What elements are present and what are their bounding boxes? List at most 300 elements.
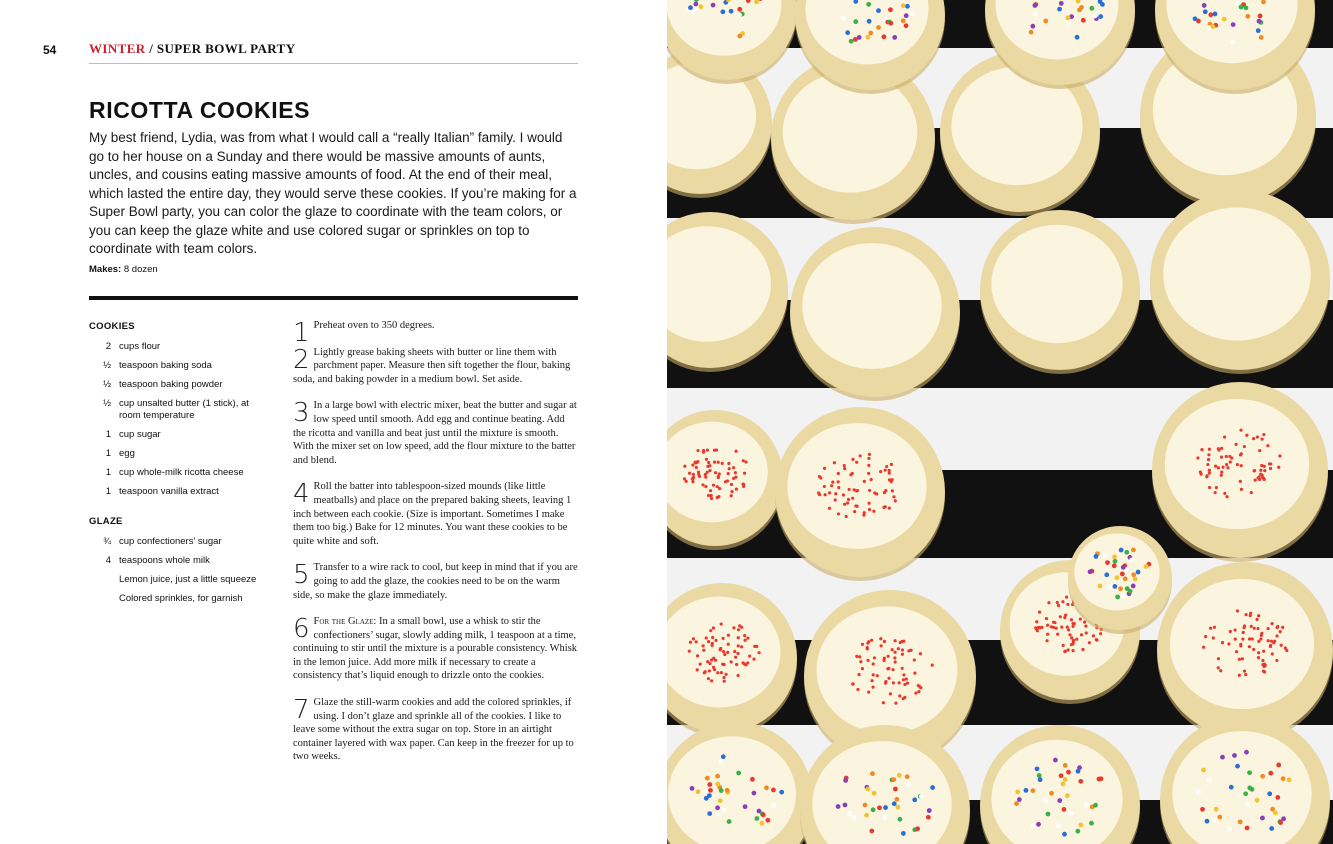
red-sugar-dot (1233, 628, 1236, 631)
sprinkle-dot (721, 754, 726, 759)
glaze-ingredient-row (89, 536, 279, 548)
sprinkle-dot (1081, 18, 1086, 23)
method-step (293, 480, 578, 548)
sprinkle-dot (707, 782, 712, 787)
sprinkle-dot (1100, 2, 1105, 7)
ingredient-quantity: ½ (103, 398, 111, 409)
red-sugar-dot (1217, 666, 1220, 669)
sprinkle-dot (1245, 826, 1250, 831)
red-sugar-dot (1271, 652, 1274, 655)
sprinkle-dot (754, 816, 759, 821)
sprinkle-dot (1115, 595, 1120, 600)
red-sugar-dot (709, 629, 712, 632)
red-sugar-dot (688, 650, 691, 653)
sprinkle-dot (863, 803, 868, 808)
red-sugar-dot (691, 463, 694, 466)
red-sugar-dot (1217, 657, 1220, 660)
ingredient-quantity: ½ (103, 379, 111, 390)
red-sugar-dot (1268, 462, 1271, 465)
method-steps (293, 319, 578, 777)
sprinkle-dot (888, 7, 893, 12)
cookies-ingredient-row (89, 429, 279, 441)
red-sugar-dot (891, 478, 894, 481)
red-sugar-dot (1238, 658, 1241, 661)
red-sugar-dot (1281, 626, 1284, 629)
cookies-ingredient-row (89, 398, 279, 422)
red-sugar-dot (735, 488, 738, 491)
sprinkle-dot (1136, 570, 1141, 575)
red-sugar-dot (707, 677, 710, 680)
red-sugar-dot (702, 649, 705, 652)
red-sugar-dot (1260, 632, 1263, 635)
red-sugar-dot (855, 461, 858, 464)
red-sugar-dot (1273, 640, 1276, 643)
red-sugar-dot (1202, 646, 1205, 649)
red-sugar-dot (1221, 466, 1224, 469)
sprinkle-dot (1119, 548, 1124, 553)
red-sugar-dot (1236, 463, 1239, 466)
red-sugar-dot (888, 478, 891, 481)
red-sugar-dot (752, 658, 755, 661)
red-sugar-dot (1242, 631, 1245, 634)
red-sugar-dot (1254, 479, 1257, 482)
red-sugar-dot (903, 696, 906, 699)
sprinkle-dot (1084, 802, 1089, 807)
sprinkle-dot (716, 812, 721, 817)
red-sugar-dot (696, 654, 699, 657)
ingredient-text: egg (119, 448, 135, 459)
red-sugar-dot (734, 471, 737, 474)
red-sugar-dot (834, 492, 837, 495)
red-sugar-dot (823, 467, 826, 470)
red-sugar-dot (889, 692, 892, 695)
recipe-title: RICOTTA COOKIES (89, 97, 311, 123)
sprinkle-dot (1098, 14, 1103, 19)
red-sugar-dot (721, 462, 724, 465)
sprinkle-dot (1065, 793, 1070, 798)
red-sugar-dot (868, 502, 871, 505)
red-sugar-dot (851, 472, 854, 475)
red-sugar-dot (1057, 604, 1060, 607)
sprinkle-dot (901, 831, 906, 836)
red-sugar-dot (714, 471, 717, 474)
sprinkle-dot (1017, 797, 1022, 802)
ingredient-text: teaspoon baking powder (119, 379, 223, 390)
running-head-separator: / (145, 41, 157, 56)
red-sugar-dot (1277, 466, 1280, 469)
red-sugar-dot (723, 680, 726, 683)
ingredient-quantity: 1 (105, 467, 111, 478)
red-sugar-dot (748, 655, 751, 658)
sprinkle-dot (910, 12, 915, 17)
red-sugar-dot (1092, 634, 1095, 637)
sprinkle-dot (882, 815, 887, 820)
red-sugar-dot (702, 449, 705, 452)
red-sugar-dot (919, 652, 922, 655)
red-sugar-dot (871, 686, 874, 689)
red-sugar-dot (884, 469, 887, 472)
red-sugar-dot (1269, 645, 1272, 648)
sprinkle-dot (1113, 584, 1118, 589)
step-number: 3 (293, 398, 310, 429)
sprinkle-dot (905, 774, 910, 779)
red-sugar-dot (708, 669, 711, 672)
sprinkle-dot (1093, 14, 1098, 19)
red-sugar-dot (1056, 601, 1059, 604)
red-sugar-dot (710, 497, 713, 500)
red-sugar-dot (861, 643, 864, 646)
red-sugar-dot (1276, 626, 1279, 629)
red-sugar-dot (856, 688, 859, 691)
sprinkle-dot (688, 5, 693, 10)
red-sugar-dot (708, 469, 711, 472)
red-sugar-dot (743, 472, 746, 475)
red-sugar-dot (737, 636, 740, 639)
red-sugar-dot (843, 464, 846, 467)
red-sugar-dot (1208, 472, 1211, 475)
method-step (293, 696, 578, 764)
red-sugar-dot (1263, 662, 1266, 665)
red-sugar-dot (1045, 639, 1048, 642)
header-divider (89, 63, 578, 64)
ingredient-quantity (89, 574, 119, 586)
red-sugar-dot (1084, 625, 1087, 628)
red-sugar-dot (743, 634, 746, 637)
red-sugar-dot (898, 694, 901, 697)
ingredient-text: Lemon juice, just a little squeeze (119, 574, 257, 585)
red-sugar-dot (847, 498, 850, 501)
red-sugar-dot (843, 503, 846, 506)
red-sugar-dot (866, 642, 869, 645)
sprinkle-dot (1144, 564, 1149, 569)
sprinkle-dot (715, 774, 720, 779)
red-sugar-dot (894, 702, 897, 705)
step-body: Glaze the still-warm cookies and add the colored sprinkles, if using. I don’t glaze and sprinkle all of the cookies. I like to leave some without the extra sugar on top. Store in an airtight container layered with wax paper. Can keep in the freezer for up to two weeks. (293, 697, 574, 763)
yield-label: Makes: (89, 264, 122, 275)
red-sugar-dot (1227, 642, 1230, 645)
red-sugar-dot (1250, 625, 1253, 628)
cookie-glaze (991, 225, 1122, 343)
sprinkle-dot (1075, 829, 1080, 834)
sprinkle-dot (760, 821, 765, 826)
red-sugar-dot (914, 692, 917, 695)
sprinkle-dot (1267, 791, 1272, 796)
glaze-ingredient-group (89, 516, 279, 605)
sprinkle-dot (707, 811, 712, 816)
red-sugar-dot (1220, 474, 1223, 477)
sprinkle-dot (876, 25, 881, 30)
step-body: Preheat oven to 350 degrees. (313, 320, 435, 331)
red-sugar-dot (1208, 469, 1211, 472)
sprinkle-dot (1273, 810, 1278, 815)
red-sugar-dot (1217, 447, 1220, 450)
sprinkle-dot (718, 759, 723, 764)
red-sugar-dot (689, 641, 692, 644)
red-sugar-dot (880, 644, 883, 647)
sprinkle-dot (1125, 586, 1130, 591)
step-body: Transfer to a wire rack to cool, but keep in mind that if you are going to add the glaze, the cookies need to be on the warm side, so make the glaze immediately. (293, 562, 578, 601)
red-sugar-dot (706, 471, 709, 474)
sprinkle-dot (1133, 577, 1138, 582)
sprinkle-dot (1030, 824, 1035, 829)
sprinkle-dot (1256, 28, 1261, 33)
red-sugar-dot (901, 653, 904, 656)
sprinkle-dot (1024, 788, 1029, 793)
sprinkle-dot (1015, 790, 1020, 795)
red-sugar-dot (1263, 469, 1266, 472)
sprinkle-dot (897, 773, 902, 778)
step-body: Lightly grease baking sheets with butter or line them with parchment paper. Measure then sift together the flour, baking soda, and baking powder in a medium bowl. Set aside. (293, 346, 571, 385)
sprinkle-dot (1113, 559, 1118, 564)
red-sugar-dot (834, 498, 837, 501)
red-sugar-dot (1052, 626, 1055, 629)
red-sugar-dot (1245, 434, 1248, 437)
red-sugar-dot (1252, 437, 1255, 440)
red-sugar-dot (884, 682, 887, 685)
red-sugar-dot (854, 504, 857, 507)
sprinkle-dot (1255, 798, 1260, 803)
sprinkle-dot (1260, 774, 1265, 779)
red-sugar-dot (893, 656, 896, 659)
red-sugar-dot (857, 673, 860, 676)
sprinkle-dot (1033, 12, 1038, 17)
sprinkle-dot (1035, 766, 1040, 771)
method-step (293, 399, 578, 467)
method-step (293, 318, 578, 348)
sprinkle-dot (1098, 584, 1103, 589)
red-sugar-dot (1258, 476, 1261, 479)
red-sugar-dot (695, 466, 698, 469)
red-sugar-dot (853, 488, 856, 491)
red-sugar-dot (732, 626, 735, 629)
cookies-ingredient-group (89, 321, 279, 498)
sprinkle-dot (1232, 753, 1237, 758)
red-sugar-dot (868, 508, 871, 511)
sprinkle-dot (906, 782, 911, 787)
red-sugar-dot (734, 450, 737, 453)
red-sugar-dot (1220, 447, 1223, 450)
red-sugar-dot (1221, 641, 1224, 644)
red-sugar-dot (696, 668, 699, 671)
sprinkle-dot (771, 803, 776, 808)
cookie-glaze (802, 243, 941, 369)
sprinkle-dot (1108, 585, 1113, 590)
sprinkle-dot (729, 9, 734, 14)
red-sugar-dot (1085, 631, 1088, 634)
sprinkle-dot (1196, 790, 1201, 795)
sprinkle-dot (930, 785, 935, 790)
sprinkle-dot (1089, 821, 1094, 826)
sprinkle-dot (1213, 12, 1218, 17)
red-sugar-dot (713, 449, 716, 452)
red-sugar-dot (730, 660, 733, 663)
red-sugar-dot (746, 637, 749, 640)
recipe-intro: My best friend, Lydia, was from what I would call a “really Italian” family. I would go to her house on a Sunday and there would be massive amounts of aunts, uncles, and cousins eating massive amounts of food. At the end of their meal, which lasted the entire day, they would serve these cookies. If you’re making for a Super Bowl party, you can color the glaze to coordinate with the team colors, or you can keep the glaze white and use colored sugar or sprinkles on top to coordinate with team colors. (89, 130, 577, 256)
ingredients-column (89, 321, 279, 623)
red-sugar-dot (1066, 603, 1069, 606)
sprinkle-dot (1063, 777, 1068, 782)
recipe-yield (89, 264, 158, 275)
sprinkle-dot (1235, 1, 1240, 6)
sprinkle-dot (1068, 811, 1073, 816)
red-sugar-dot (1036, 629, 1039, 632)
sprinkle-dot (1275, 795, 1280, 800)
sprinkle-dot (1230, 39, 1235, 44)
red-sugar-dot (1263, 670, 1266, 673)
step-text (293, 346, 578, 387)
sprinkle-dot (1217, 815, 1222, 820)
red-sugar-dot (843, 467, 846, 470)
red-sugar-dot (709, 489, 712, 492)
sprinkle-dot (857, 35, 862, 40)
red-sugar-dot (1243, 445, 1246, 448)
sprinkle-dot (1036, 822, 1041, 827)
red-sugar-dot (1070, 618, 1073, 621)
red-sugar-dot (706, 449, 709, 452)
red-sugar-dot (706, 465, 709, 468)
red-sugar-dot (891, 668, 894, 671)
red-sugar-dot (1262, 650, 1265, 653)
sprinkle-dot (1276, 763, 1281, 768)
sprinkle-dot (869, 829, 874, 834)
red-sugar-dot (1284, 646, 1287, 649)
red-sugar-dot (846, 501, 849, 504)
sprinkle-dot (1212, 818, 1217, 823)
glaze-heading: GLAZE (89, 516, 123, 527)
sprinkle-dot (883, 805, 888, 810)
red-sugar-dot (1280, 644, 1283, 647)
red-sugar-dot (1063, 616, 1066, 619)
sprinkle-dot (720, 9, 725, 14)
red-sugar-dot (725, 673, 728, 676)
red-sugar-dot (727, 462, 730, 465)
red-sugar-dot (1271, 622, 1274, 625)
red-sugar-dot (1205, 475, 1208, 478)
red-sugar-dot (823, 485, 826, 488)
sprinkle-dot (1043, 19, 1048, 24)
step-text (293, 399, 578, 467)
red-sugar-dot (1257, 656, 1260, 659)
ingredient-text: Colored sprinkles, for garnish (119, 593, 243, 604)
cookies-photo (667, 0, 1333, 844)
red-sugar-dot (828, 491, 831, 494)
sprinkle-dot (1043, 798, 1048, 803)
sprinkle-dot (737, 7, 742, 12)
red-sugar-dot (730, 483, 733, 486)
red-sugar-dot (867, 457, 870, 460)
red-sugar-dot (1256, 435, 1259, 438)
sprinkle-dot (1245, 802, 1250, 807)
red-sugar-dot (1267, 639, 1270, 642)
sprinkle-dot (1063, 763, 1068, 768)
red-sugar-dot (882, 701, 885, 704)
red-sugar-dot (1071, 642, 1074, 645)
sprinkle-dot (1268, 771, 1273, 776)
red-sugar-dot (1249, 612, 1252, 615)
red-sugar-dot (837, 480, 840, 483)
sprinkle-dot (1093, 803, 1098, 808)
red-sugar-dot (913, 658, 916, 661)
red-sugar-dot (746, 661, 749, 664)
cookies-ingredient-row (89, 341, 279, 353)
red-sugar-dot (740, 626, 743, 629)
cookies-ingredient-list (89, 341, 279, 498)
red-sugar-dot (872, 662, 875, 665)
sprinkle-dot (707, 793, 712, 798)
red-sugar-dot (1257, 640, 1260, 643)
page-number: 54 (43, 43, 57, 57)
sprinkle-dot (847, 811, 852, 816)
red-sugar-dot (837, 512, 840, 515)
sprinkle-dot (1059, 1, 1064, 6)
sprinkle-dot (1057, 798, 1062, 803)
red-sugar-dot (1275, 634, 1278, 637)
sprinkle-dot (912, 797, 917, 802)
red-sugar-dot (1240, 464, 1243, 467)
ingredient-quantity: 1 (105, 429, 111, 440)
sprinkle-dot (1244, 750, 1249, 755)
sprinkle-dot (919, 794, 924, 799)
red-sugar-dot (907, 649, 910, 652)
glaze-ingredient-row (89, 593, 279, 605)
ingredient-text: cup sugar (119, 429, 161, 440)
sprinkle-dot (1235, 764, 1240, 769)
red-sugar-dot (1215, 486, 1218, 489)
red-sugar-dot (887, 655, 890, 658)
red-sugar-dot (902, 673, 905, 676)
red-sugar-dot (1266, 627, 1269, 630)
red-sugar-dot (879, 470, 882, 473)
red-sugar-dot (1208, 486, 1211, 489)
sprinkle-dot (1208, 12, 1213, 17)
red-sugar-dot (1226, 466, 1229, 469)
sprinkle-dot (853, 19, 858, 24)
sprinkle-dot (736, 771, 741, 776)
red-sugar-dot (727, 643, 730, 646)
red-sugar-dot (1244, 673, 1247, 676)
red-sugar-dot (701, 483, 704, 486)
red-sugar-dot (712, 666, 715, 669)
red-sugar-dot (1207, 453, 1210, 456)
sprinkle-dot (904, 13, 909, 18)
red-sugar-dot (837, 472, 840, 475)
red-sugar-dot (875, 492, 878, 495)
sprinkle-dot (1029, 30, 1034, 35)
red-sugar-dot (831, 481, 834, 484)
red-sugar-dot (1279, 630, 1282, 633)
cookies-heading: COOKIES (89, 321, 135, 332)
sprinkle-dot (1038, 777, 1043, 782)
sprinkle-dot (870, 771, 875, 776)
red-sugar-dot (888, 507, 891, 510)
step-body: In a large bowl with electric mixer, beat the butter and sugar at low speed until smooth. Add egg and continue beating. Add the ricotta and vanilla and beat just until the mixture is smooth. With the mixer set on low speed, add the flour mixture to the batter and blend. (293, 400, 577, 466)
red-sugar-dot (901, 648, 904, 651)
red-sugar-dot (859, 454, 862, 457)
red-sugar-dot (1256, 627, 1259, 630)
red-sugar-dot (1209, 627, 1212, 630)
red-sugar-dot (722, 637, 725, 640)
red-sugar-dot (931, 664, 934, 667)
sprinkle-dot (1250, 787, 1255, 792)
sprinkle-dot (1061, 782, 1066, 787)
sprinkle-dot (765, 818, 770, 823)
sprinkle-dot (1062, 832, 1067, 837)
ingredient-text: cups flour (119, 341, 161, 352)
cookies-ingredient-row (89, 379, 279, 391)
red-sugar-dot (851, 458, 854, 461)
ingredient-text: teaspoons whole milk (119, 555, 210, 566)
running-head-section: SUPER BOWL PARTY (156, 41, 296, 56)
